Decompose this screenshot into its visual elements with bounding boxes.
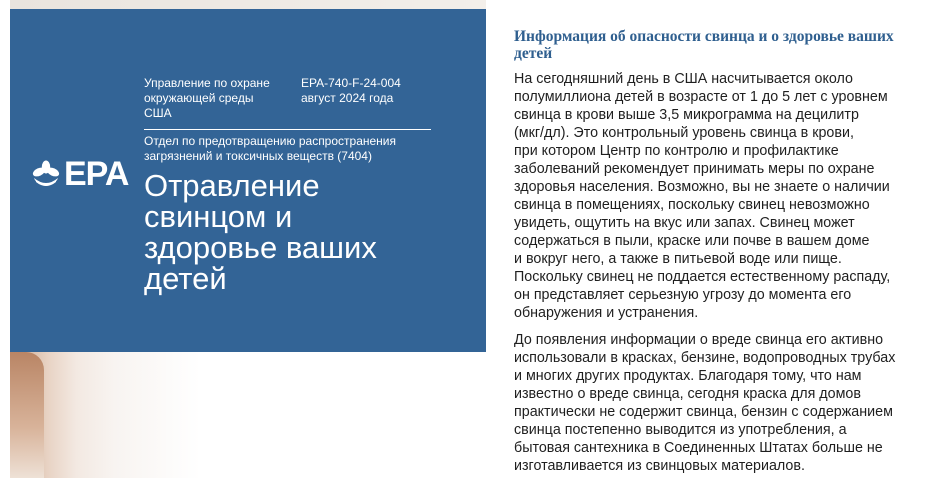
epa-flower-icon	[30, 158, 62, 190]
photo-figure	[10, 352, 44, 478]
cover-title: Отравление свинцом и здоровье ваших детей	[144, 168, 377, 296]
article-paragraph-1: На сегодняшний день в США насчитывается около полумиллиона детей в возрасте от 1 до 5 лет с уровнем свинца в крови выше 3,5 микрограмма на децилитр (мкг/дл). Это контрольный уровень свинца в крови, при котором Центр по контролю и профилактике заболеваний рекомендует принимать меры по охране здоровья населения. Возможно, вы не знаете о наличии свинца в помещениях, поскольку свинец невозможно увидеть, ощутить на вкус или запах. Свинец может содержаться в пыли, краске или почве в вашем доме и вокруг него, а также в питьевой воде или пище. Поскольку свинец не поддается естественному распаду, он представляет серьезную угрозу до момента его обнаружения и устранения.	[514, 71, 891, 321]
office-name: Отдел по предотвращению распространения загрязнений и токсичных веществ (7404)	[144, 134, 397, 163]
cover-divider	[144, 129, 431, 130]
document-date: август 2024 года	[301, 91, 394, 105]
document-meta	[301, 76, 401, 106]
epa-logo-text: EPA	[64, 155, 129, 193]
epa-logo	[30, 157, 128, 191]
article-heading: Информация об опасности свинца и о здоровье ваших детей	[514, 28, 894, 62]
article-paragraph-2: До появления информации о вреде свинца его активно использовали в красках, бензине, водопроводных трубах и многих других продуктах. Благодаря тому, что нам известно о вреде свинца, сегодня краска для домов практически не содержит свинца, бензин с содержанием свинца постепенно выводится из употребления, а бытовая сантехника в Соединенных Штатах больше не изготавливается из свинцовых материалов.	[514, 332, 896, 474]
document-number: EPA-740-F-24-004	[301, 76, 401, 90]
cover-panel	[10, 9, 486, 352]
article	[514, 28, 928, 478]
top-photo-strip	[10, 0, 486, 9]
cover-photo	[10, 352, 486, 478]
agency-name: Управление по охране окружающей среды США	[144, 76, 270, 120]
